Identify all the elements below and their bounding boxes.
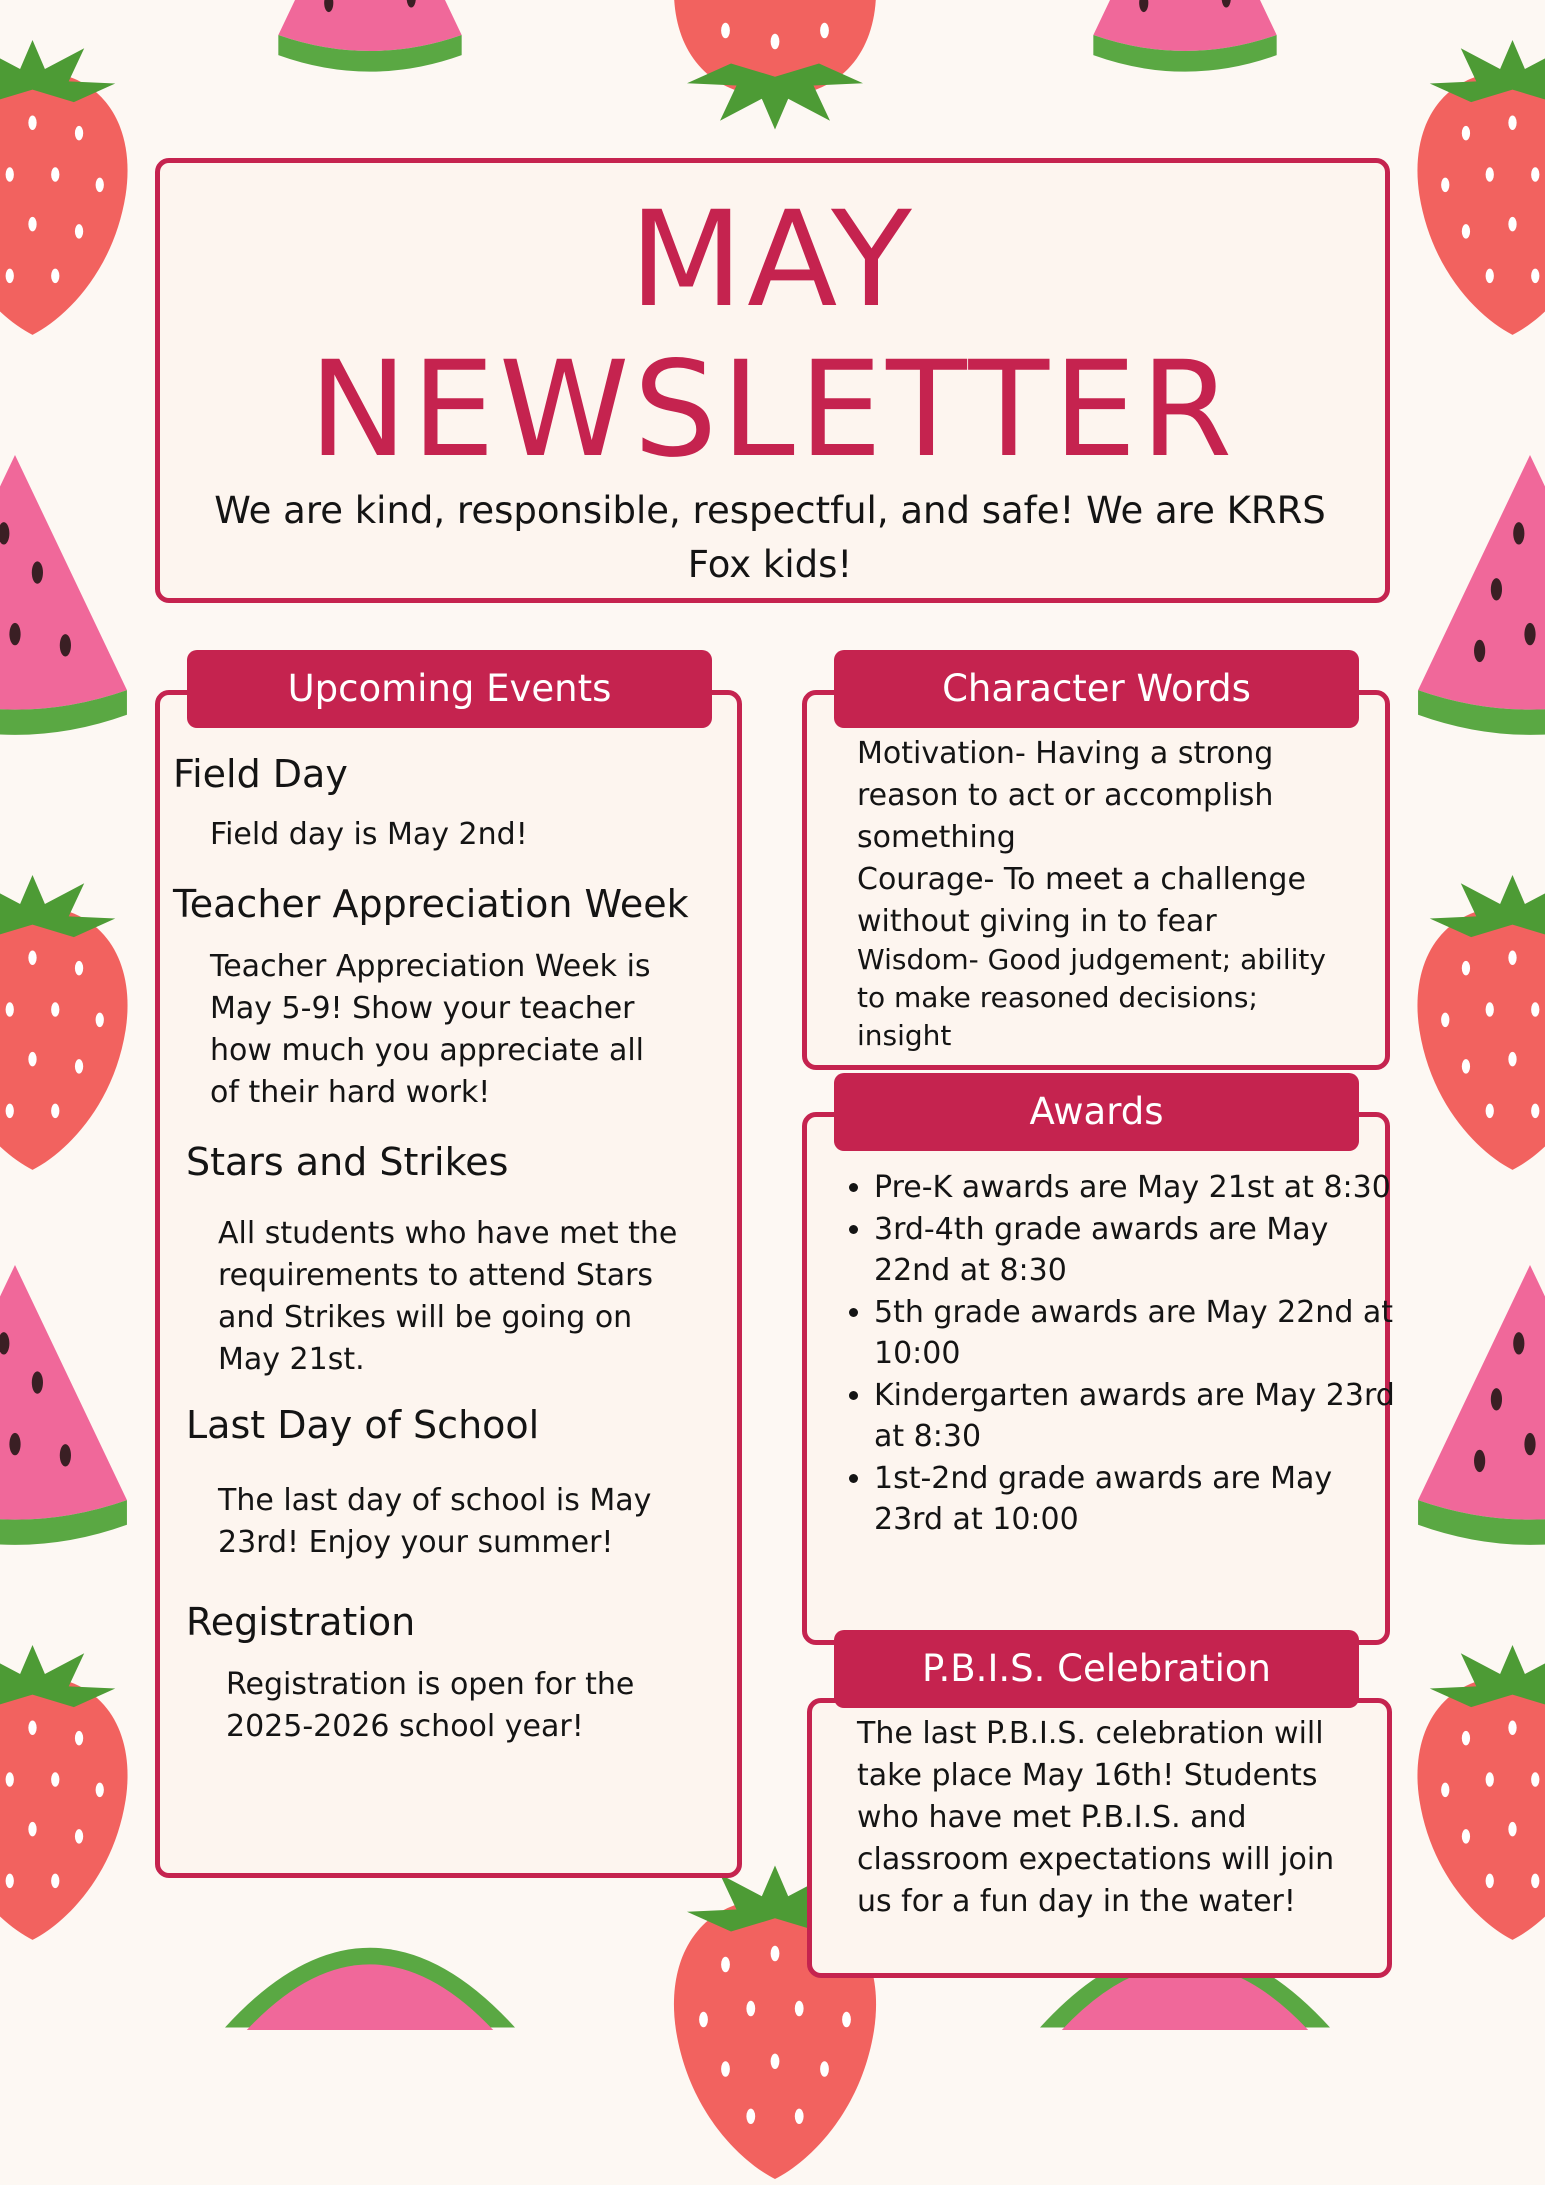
strawberry-icon xyxy=(0,875,145,1175)
pbis-tab: P.B.I.S. Celebration xyxy=(834,1630,1359,1708)
strawberry-icon xyxy=(0,1645,145,1945)
awards-list-item: • 1st-2nd grade awards are May 23rd at 10:00 xyxy=(874,1458,1404,1541)
character-word-wisdom: Wisdom- Good judgement; ability to make reasoned decisions; insight xyxy=(857,943,1326,1052)
watermelon-slice-icon xyxy=(1405,1265,1545,1565)
awards-tab: Awards xyxy=(834,1073,1359,1151)
event-text-stars-and-strikes: All students who have met the requirements to attend Stars and Strikes will be going on May 21st. xyxy=(218,1216,678,1377)
watermelon-slice-icon xyxy=(1405,455,1545,755)
character-words-tab: Character Words xyxy=(834,650,1359,728)
awards-list xyxy=(838,1167,1404,1541)
awards-list-item: • 3rd-4th grade awards are May 22nd at 8:30 xyxy=(874,1209,1404,1292)
event-text-last-day: The last day of school is May 23rd! Enjoy your summer! xyxy=(218,1483,652,1560)
character-word-courage: Courage- To meet a challenge without giving in to fear xyxy=(857,862,1306,939)
event-text-registration: Registration is open for the 2025-2026 school year! xyxy=(226,1667,635,1744)
strawberry-icon xyxy=(1400,40,1545,340)
strawberry-icon xyxy=(1400,1645,1545,1945)
watermelon-slice-icon xyxy=(1040,0,1330,90)
character-word-motivation: Motivation- Having a strong reason to act or accomplish something xyxy=(857,736,1274,855)
awards-list-item: • Kindergarten awards are May 23rd at 8:30 xyxy=(874,1375,1404,1458)
awards-list-item: • 5th grade awards are May 22nd at 10:00 xyxy=(874,1292,1404,1375)
strawberry-icon xyxy=(665,0,885,130)
pbis-text: The last P.B.I.S. celebration will take place May 16th! Students who have met P.B.I.S. and classroom expectations will join us for a fun day in the water! xyxy=(857,1716,1335,1919)
newsletter-title-line2: NEWSLETTER xyxy=(308,333,1237,487)
upcoming-events-tab: Upcoming Events xyxy=(187,650,712,728)
strawberry-icon xyxy=(1400,875,1545,1175)
event-heading-teacher-appreciation: Teacher Appreciation Week xyxy=(173,882,689,926)
event-heading-stars-and-strikes: Stars and Strikes xyxy=(186,1140,509,1184)
watermelon-slice-icon xyxy=(225,0,515,90)
strawberry-icon xyxy=(0,40,145,340)
event-text-field-day: Field day is May 2nd! xyxy=(210,817,528,852)
watermelon-slice-icon xyxy=(225,1880,515,2030)
event-text-teacher-appreciation: Teacher Appreciation Week is May 5-9! Show your teacher how much you appreciate all of their hard work! xyxy=(210,949,651,1110)
watermelon-slice-icon xyxy=(0,455,140,755)
event-heading-registration: Registration xyxy=(186,1600,416,1644)
event-heading-field-day: Field Day xyxy=(173,752,348,796)
newsletter-tagline: We are kind, responsible, respectful, and safe! We are KRRS Fox kids! xyxy=(214,489,1326,586)
event-heading-last-day: Last Day of School xyxy=(186,1403,540,1447)
newsletter-title-line1: MAY xyxy=(629,183,916,337)
watermelon-slice-icon xyxy=(0,1265,140,1565)
awards-list-item: • Pre-K awards are May 21st at 8:30 xyxy=(874,1167,1404,1209)
